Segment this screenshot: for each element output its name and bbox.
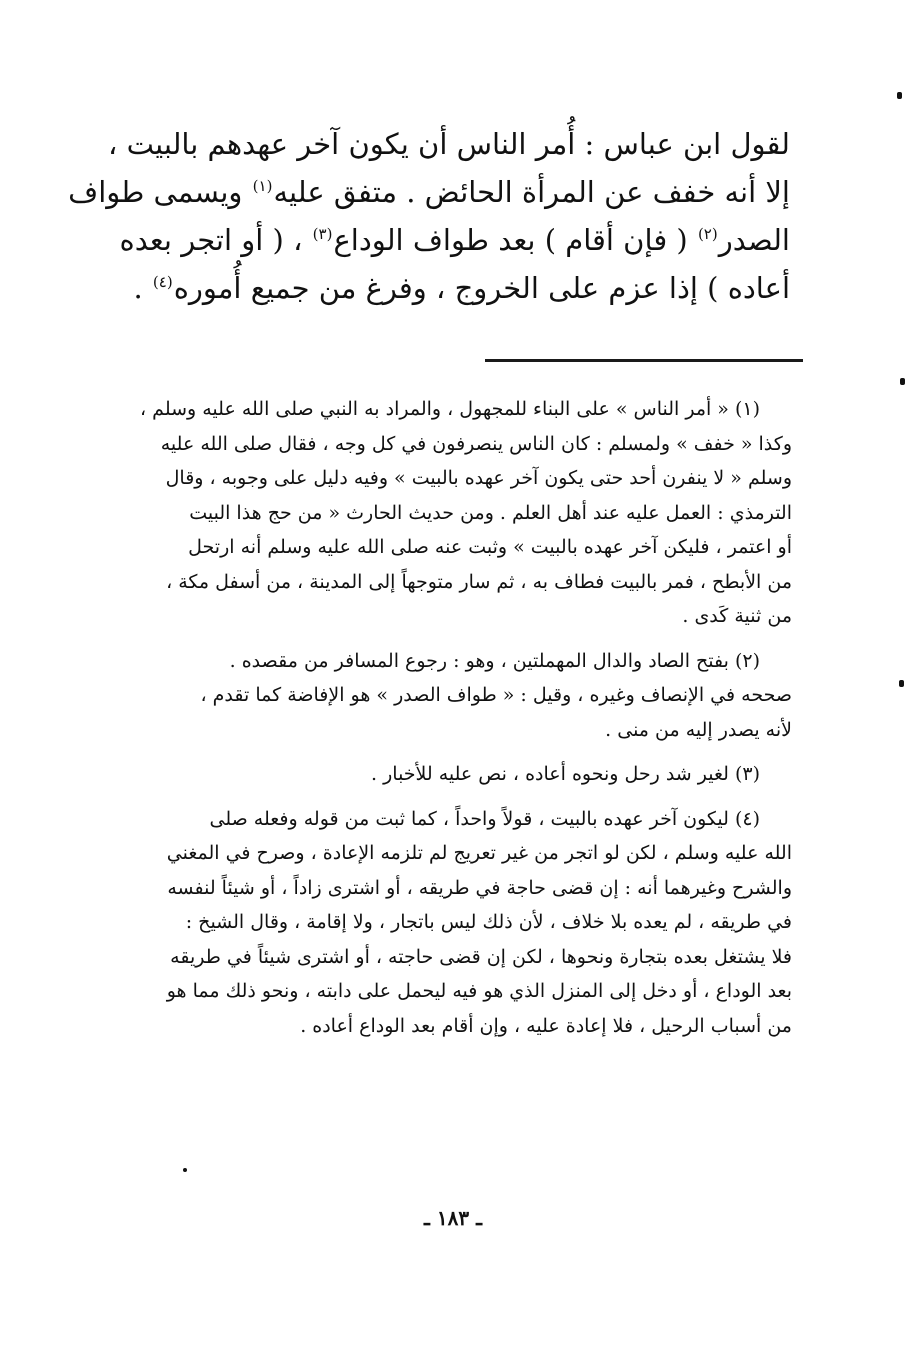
footnote-separator — [485, 359, 803, 362]
scan-speck — [900, 378, 905, 385]
footnote-2 — [60, 644, 792, 748]
main-line-4 — [72, 264, 790, 312]
main-text-segment: . — [133, 271, 152, 305]
main-text-segment: لقول ابن عباس : أُمر الناس أن يكون آخر عهدهم بالبيت ، — [108, 127, 790, 161]
main-text-segment: أعاده ) إذا عزم على الخروج ، وفرغ من جميع أُموره — [173, 271, 790, 305]
footnote-line: في طريقه ، لم يعده بلا خلاف ، لأن ذلك ليس باتجار ، ولا إقامة ، وقال الشيخ : — [185, 911, 792, 933]
footnote-line: أو اعتمر ، فليكن آخر عهده بالبيت » وثبت عنه صلى الله عليه وسلم أنه ارتحل — [188, 536, 792, 558]
main-line-2 — [68, 168, 790, 216]
footnote-number: (٤) — [734, 807, 760, 830]
footnote-text: « أمر الناس » على البناء للمجهول ، والمراد به النبي صلى الله عليه وسلم ، — [140, 398, 729, 420]
footnote-ref-3: (٣) — [312, 225, 333, 244]
footnote-line: فلا يشتغل بعده بتجارة ونحوها ، لكن إن قضى حاجته ، أو اشترى شيئاً في طريقه — [170, 945, 792, 968]
footnote-number: (٣) — [734, 763, 760, 785]
main-text-segment: ( فإن أقام ) بعد طواف الوداع — [333, 223, 697, 257]
footnote-number: (٢) — [734, 649, 760, 672]
footnote-line: وسلم « لا ينفرن أحد حتى يكون آخر عهده بالبيت » وفيه دليل على وجوبه ، وقال — [165, 467, 792, 489]
footnote-text: بفتح الصاد والدال المهملتين ، وهو : رجوع المسافر من مقصده . — [229, 649, 729, 672]
footnote-1 — [60, 392, 792, 634]
main-text-segment: ، ( أو اتجر بعده — [119, 223, 312, 257]
footnote-line: الله عليه وسلم ، لكن لو اتجر من غير تعريج لم تلزمه الإعادة ، وصرح في المغني — [166, 842, 792, 864]
footnote-text: ليكون آخر عهده بالبيت ، قولاً واحداً ، كما ثبت من قوله وفعله صلى — [209, 807, 729, 830]
footnote-ref-4: (٤) — [152, 273, 173, 292]
main-line-1 — [72, 120, 790, 168]
footnote-4 — [60, 802, 792, 1044]
main-text-segment: إلا أنه خفف عن المرأة الحائض . متفق عليه — [273, 175, 790, 209]
scan-speck — [897, 92, 902, 99]
footnote-3 — [60, 757, 792, 792]
footnote-line: بعد الوداع ، أو دخل إلى المنزل الذي هو فيه ليحمل على دابته ، ونحو ذلك مما هو — [166, 980, 792, 1002]
footnotes — [60, 392, 792, 1053]
footnote-line — [60, 392, 792, 427]
main-text — [68, 120, 790, 312]
footnote-line: من ثنية كَدى . — [682, 605, 792, 627]
footnote-line — [60, 644, 792, 679]
footnote-line: من الأبطح ، فمر بالبيت فطاف به ، ثم سار متوجهاً إلى المدينة ، من أسفل مكة ، — [166, 570, 792, 593]
main-text-segment: ويسمى طواف — [68, 175, 252, 209]
footnote-line: والشرح وغيرهما أنه : إن قضى حاجة في طريقه ، أو اشترى زاداً ، أو شيئاً لنفسه — [167, 876, 792, 899]
scan-speck — [183, 1168, 187, 1172]
footnote-line: لأنه يصدر إليه من منى . — [605, 718, 792, 741]
main-line-3 — [72, 216, 790, 264]
footnote-ref-1: (١) — [252, 177, 273, 196]
page-number: ـ ١٨٣ ـ — [424, 1206, 482, 1230]
footnote-line — [60, 802, 792, 837]
scan-speck — [899, 680, 904, 687]
footnote-text: لغير شد رحل ونحوه أعاده ، نص عليه للأخبار . — [371, 763, 729, 785]
footnote-line: وكذا « خفف » ولمسلم : كان الناس ينصرفون في كل وجه ، فقال صلى الله عليه — [160, 432, 792, 455]
footnote-number: (١) — [734, 398, 760, 420]
footnote-line: صححه في الإنصاف وغيره ، وقيل : « طواف الصدر » هو الإفاضة كما تقدم ، — [200, 684, 792, 706]
footnote-ref-2: (٢) — [697, 225, 718, 244]
footnote-line: من أسباب الرحيل ، فلا إعادة عليه ، وإن أقام بعد الوداع أعاده . — [300, 1014, 792, 1037]
footnote-line — [60, 757, 792, 792]
footnote-line: الترمذي : العمل عليه عند أهل العلم . ومن حديث الحارث « من حج هذا البيت — [189, 501, 792, 524]
main-text-segment: الصدر — [718, 223, 790, 257]
